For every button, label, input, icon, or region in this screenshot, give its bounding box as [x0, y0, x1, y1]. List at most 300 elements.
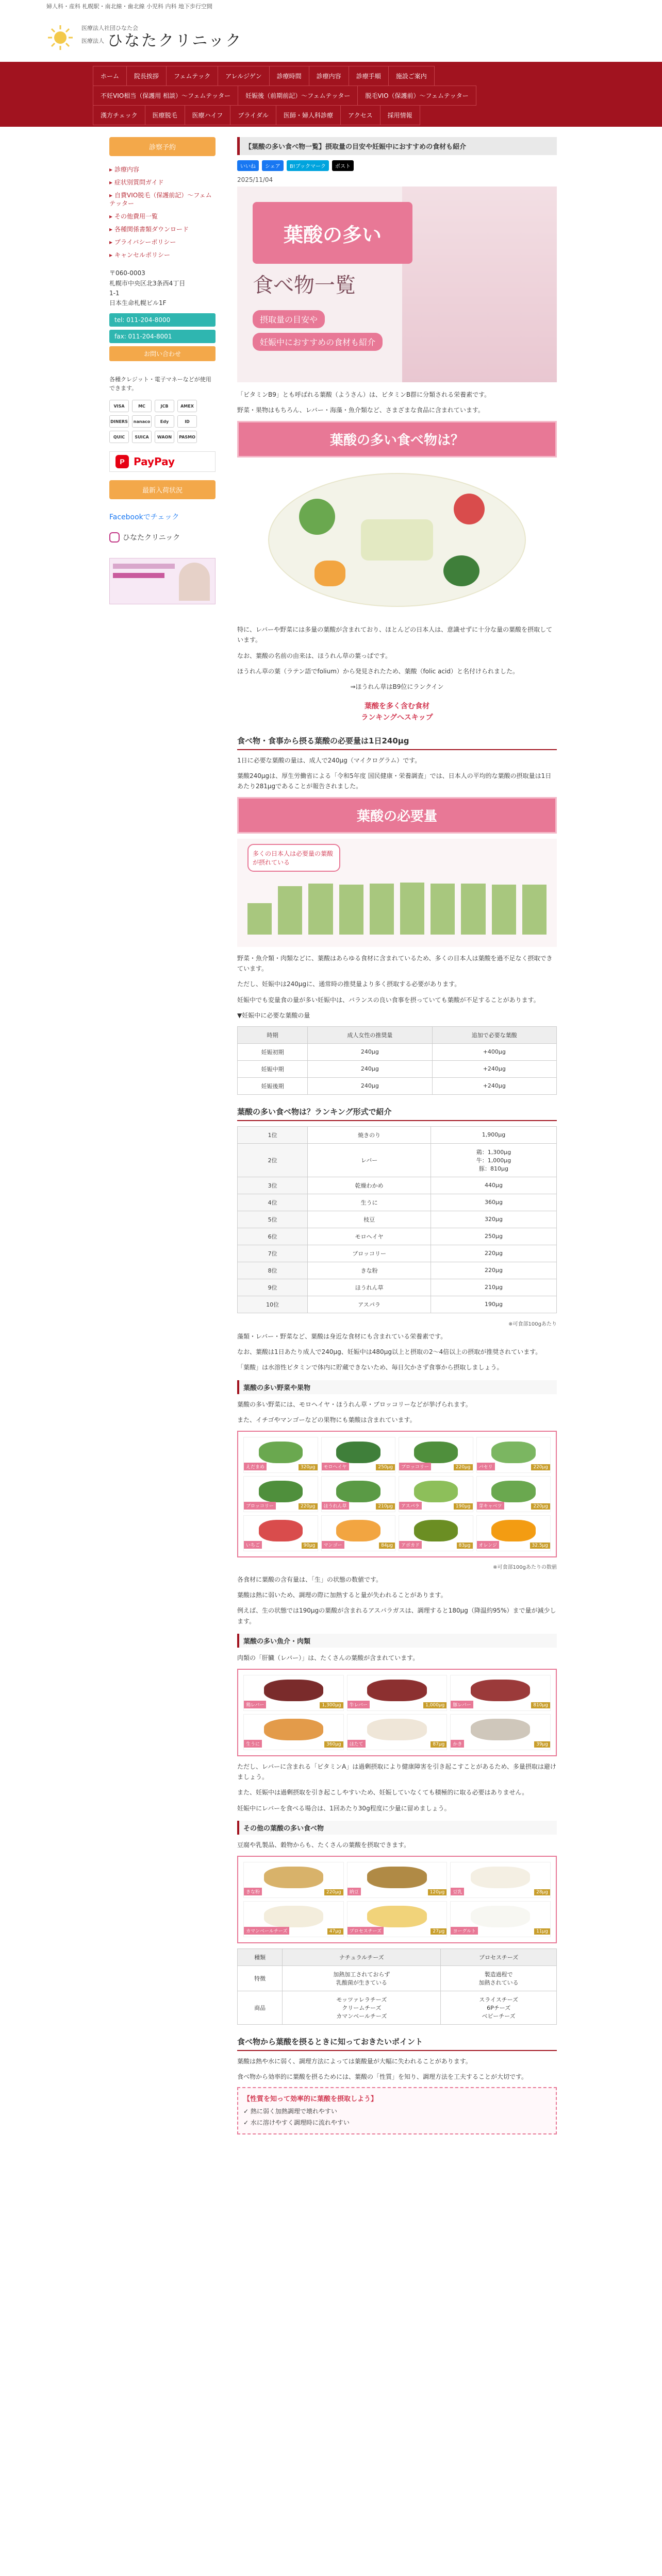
reserve-button[interactable]: 診察予約: [109, 137, 216, 156]
food-name: カマンベールチーズ: [244, 1927, 289, 1935]
food-image: [471, 1867, 531, 1888]
food-amount: 11μg: [534, 1928, 550, 1935]
table-cell: 6位: [238, 1228, 308, 1245]
table-cell: アスパラ: [308, 1296, 431, 1313]
table-row: [238, 1245, 557, 1262]
nav-item[interactable]: 医師・婦人科診療: [276, 105, 341, 125]
chart-title: 葉酸の必要量: [237, 797, 557, 834]
food-item: [399, 1476, 473, 1512]
ranking-link-line2: ランキングへスキップ: [361, 714, 433, 722]
food-image: [264, 1867, 324, 1888]
nav-item[interactable]: 診療手順: [349, 66, 389, 86]
food-amount: 220μg: [324, 1889, 343, 1895]
table-row: [238, 1991, 557, 2024]
table-row: [238, 1177, 557, 1194]
food-item: [476, 1476, 551, 1512]
clinic-org-line1: 医療法人社団ひなた会: [81, 25, 138, 32]
foods-section-title: 葉酸の多い食べ物は？: [237, 421, 557, 457]
payment-card-icon: SUICA: [132, 431, 152, 443]
table-cell: +240μg: [432, 1060, 556, 1077]
sidebar-menu-item[interactable]: ▸ 診療内容: [109, 163, 216, 176]
food-name: アスパラ: [399, 1502, 422, 1510]
amount-p1: 1日に必要な葉酸の量は、成人で240μg（マイクログラム）です。: [237, 756, 421, 764]
rank-after-p3: 「葉酸」は水溶性ビタミンで体内に貯蔵できないため、毎日欠かさず食事から摂取しましょう。: [237, 1364, 503, 1371]
other-grid: [237, 1856, 557, 1943]
food-name: えだまめ: [244, 1463, 267, 1470]
food-amount: 83μg: [457, 1543, 473, 1549]
food-amount: 320μg: [299, 1464, 318, 1470]
food-image: [336, 1442, 380, 1463]
veg-after-p3: 例えば、生の状態では190μgの葉酸が含まれるアスパラガスは、調理すると180μg（降温約95%）まで量が減少します。: [237, 1607, 556, 1625]
clinic-name-block[interactable]: [81, 25, 242, 50]
veg-p1: 葉酸の多い野菜には、モロヘイヤ・ほうれん草・ブロッコリーなどが挙げられます。: [237, 1400, 472, 1408]
table-row: [238, 1965, 557, 1991]
table-cell: きな粉: [308, 1262, 431, 1279]
table-cell: 商品: [238, 1991, 283, 2024]
payment-card-icon: DINERS: [109, 415, 129, 428]
table-cell: 妊娠初期: [238, 1043, 308, 1060]
table-cell: 焼きのり: [308, 1126, 431, 1143]
nav-item[interactable]: フェムテック: [166, 66, 218, 86]
sidebar-menu-item[interactable]: ▸ プライバシーポリシー: [109, 236, 216, 249]
food-image: [491, 1520, 536, 1541]
food-item: [243, 1714, 344, 1750]
table-cell: 240μg: [308, 1043, 432, 1060]
payment-card-icon: Edy: [155, 415, 174, 428]
instagram-label: ひなたクリニック: [123, 534, 180, 543]
food-amount: 1,000μg: [423, 1702, 446, 1708]
table-cell: 7位: [238, 1245, 308, 1262]
table-header-cell: 時期: [238, 1026, 308, 1043]
payment-card-icon: MC: [132, 400, 152, 412]
table-cell: スライスチーズ 6Pチーズ ベビーチーズ: [441, 1991, 557, 2024]
tips-list: [243, 2106, 551, 2128]
top-info-bar: [0, 0, 662, 13]
food-item: [243, 1675, 344, 1711]
after-chart-p1: 野菜・魚介類・肉類などに、葉酸はあらゆる食材に含まれているため、多くの日本人は葉酸を過不足なく摂取できています。: [237, 954, 553, 973]
after-chart-p3: 妊娠中でも変量食の量が多い妊娠中は、バランスの良い食事を摂っていても葉酸が不足することがあります。: [237, 996, 540, 1004]
clinic-name: ひなたクリニック: [107, 31, 243, 50]
table-cell: レバー: [308, 1143, 431, 1177]
foods-illustration: [237, 463, 557, 617]
share-buttons: [237, 160, 557, 171]
food-item: [321, 1476, 396, 1512]
table-row: [238, 1043, 557, 1060]
paypay-icon: [115, 454, 129, 469]
food-name: いちご: [244, 1541, 262, 1549]
payment-cards: [103, 397, 222, 446]
table-cell: 360μg: [431, 1194, 557, 1211]
tips-box: [237, 2087, 557, 2134]
table-cell: 4位: [238, 1194, 308, 1211]
veg-p2: また、イチゴやマンゴーなどの果物にも葉酸は含まれています。: [237, 1416, 416, 1424]
food-name: 豆乳: [451, 1888, 464, 1895]
table-cell: 1位: [238, 1126, 308, 1143]
food-item: [321, 1437, 396, 1473]
table-row: [238, 1262, 557, 1279]
points-p1: 葉酸は熱や水に弱く、調理方法によっては葉酸量が大幅に失われることがあります。: [237, 2057, 472, 2065]
address-line: 札幌市中央区北3条西4丁目: [109, 279, 186, 287]
food-amount: 47μg: [327, 1928, 343, 1935]
food-image: [264, 1680, 324, 1701]
food-name: 納豆: [347, 1888, 361, 1895]
h2-points: 食べ物から葉酸を摂るときに知っておきたいポイント: [237, 2033, 557, 2051]
address-line: 日本生命札幌ビル1F: [109, 299, 167, 307]
payment-card-icon: ID: [177, 415, 197, 428]
food-image: [367, 1680, 427, 1701]
facebook-link[interactable]: [103, 506, 222, 527]
veg-after-p1: 各食材に葉酸の含有量は、「生」の状態の数値です。: [237, 1575, 383, 1583]
nav-item[interactable]: 施設ご案内: [388, 66, 435, 86]
table-cell: ほうれん草: [308, 1279, 431, 1296]
hero-title-box: [253, 202, 412, 264]
body1-p2: なお、葉酸の名前の由来は、ほうれん草の葉っぱです。: [237, 652, 392, 659]
h3-other: その他の葉酸の多い食べ物: [237, 1821, 557, 1835]
food-item: [243, 1437, 318, 1473]
food-name: きな粉: [244, 1888, 262, 1895]
after-chart-p4: ▼妊娠中に必要な葉酸の量: [237, 1012, 310, 1020]
points-p2: 食べ物から効率的に葉酸を摂るためには、葉酸の「性質」を知り、調理方法を工夫することが大切です。: [237, 2073, 528, 2080]
veg-note: ※可食部100gあたりの数値: [493, 1564, 557, 1570]
table-cell: 生うに: [308, 1194, 431, 1211]
table-cell: モッツァレラチーズ クリームチーズ カマンベールチーズ: [283, 1991, 441, 2024]
table-cell: 2位: [238, 1143, 308, 1177]
sidebar-menu: [103, 163, 222, 261]
payment-card-icon: WAON: [155, 431, 174, 443]
food-amount: 32.5μg: [530, 1543, 550, 1549]
meat-after-p2: また、妊娠中は過剰摂取を引き起こしやすいため、妊娠していなくても積極的に取る必要はありません。: [237, 1789, 528, 1797]
food-amount: 250μg: [376, 1464, 395, 1470]
ranking-table: [237, 1126, 557, 1313]
food-image: [367, 1719, 427, 1740]
food-item: [476, 1437, 551, 1473]
food-item: [243, 1901, 344, 1937]
table-cell: 220μg: [431, 1245, 557, 1262]
table-cell: 320μg: [431, 1211, 557, 1228]
food-item: [450, 1862, 551, 1898]
table-cell: ブロッコリー: [308, 1245, 431, 1262]
sidebar: [103, 137, 222, 2140]
meat-p1: 肉類の「肝臓（レバー）」は、たくさんの葉酸が含まれています。: [237, 1654, 419, 1662]
food-image: [471, 1906, 531, 1927]
food-amount: 28μg: [534, 1889, 550, 1895]
sidebar-menu-item[interactable]: ▸ 自費VIO脱毛（保護前記）〜フェムテッター: [109, 189, 216, 211]
food-name: ほたて: [347, 1740, 366, 1748]
food-name: アボカド: [399, 1541, 422, 1549]
tips-box-title: 【性質を知って効率的に葉酸を摂取しよう】: [243, 2095, 378, 2104]
intro-p1: 「ビタミンB9」とも呼ばれる葉酸（ようさん）は、ビタミンB群に分類される栄養素です。: [237, 391, 491, 398]
meat-after-p1: ただし、レバーに含まれる「ビタミンA」は過剰摂取により健康障害を引き起こすことがあるため、多量摂取は避けましょう。: [237, 1762, 556, 1781]
food-amount: 210μg: [376, 1503, 395, 1510]
food-item: [450, 1675, 551, 1711]
table-cell: 加熱加工されておらず 乳酸菌が生きている: [283, 1965, 441, 1991]
food-amount: 27μg: [431, 1928, 446, 1935]
table-cell: 製造過程で 加熱されている: [441, 1965, 557, 1991]
food-image: [259, 1481, 303, 1502]
table-cell: 8位: [238, 1262, 308, 1279]
nav-item[interactable]: 漢方チェック: [93, 105, 145, 125]
instagram-icon: [109, 532, 120, 543]
food-amount: 220μg: [531, 1464, 550, 1470]
table-header-cell: 追加で必要な葉酸: [432, 1026, 556, 1043]
nav-item[interactable]: ブライダル: [230, 105, 276, 125]
table-cell: モロヘイヤ: [308, 1228, 431, 1245]
food-image: [491, 1481, 536, 1502]
food-amount: 810μg: [531, 1702, 550, 1708]
fax-button[interactable]: fax: 011-204-8001: [109, 330, 216, 343]
rank-after-p1: 藻類・レバー・野菜など、葉酸は身近な食材にも含まれている栄養素です。: [237, 1332, 447, 1340]
food-image: [336, 1481, 380, 1502]
sidebar-menu-item[interactable]: ▸ 症状別質問ガイド: [109, 176, 216, 189]
payment-card-icon: JCB: [155, 400, 174, 412]
sidebar-banner-image[interactable]: [109, 558, 216, 604]
table-header-row: [238, 1948, 557, 1965]
rank-after-p2: なお、葉酸は1日あたり成人で240μg、妊娠中は480μg以上と摂取の2〜4倍以上の摂取が推奨されています。: [237, 1348, 542, 1356]
food-name: パセリ: [477, 1463, 495, 1470]
nav-item[interactable]: 診療時間: [269, 66, 309, 86]
food-image: [367, 1906, 427, 1927]
table-cell: 乾燥わかめ: [308, 1177, 431, 1194]
food-image: [259, 1520, 303, 1541]
food-name: ほうれん草: [322, 1502, 349, 1510]
table-header-cell: プロセスチーズ: [441, 1948, 557, 1965]
nav-item[interactable]: アレルジゲン: [218, 66, 269, 86]
share-button[interactable]: いいね: [237, 160, 259, 171]
nav-item[interactable]: 不妊VIO相当（保護用 相談）〜フェムテッター: [93, 86, 238, 106]
food-name: 豚レバー: [451, 1701, 473, 1708]
table-cell: 妊娠中期: [238, 1060, 308, 1077]
paypay-label: PayPay: [134, 455, 175, 468]
hero-woman-image: [402, 187, 557, 382]
sidebar-menu-item[interactable]: ▸ キャンセルポリシー: [109, 249, 216, 262]
food-amount: 220μg: [454, 1464, 473, 1470]
table-cell: 220μg: [431, 1262, 557, 1279]
food-item: [243, 1476, 318, 1512]
intro-p2: 野菜・果物はもちろん、レバー・海藻・魚介類など、さまざまな食品に含まれています。: [237, 406, 484, 414]
food-image: [414, 1442, 458, 1463]
nav-item[interactable]: 院長挨拶: [126, 66, 167, 86]
food-item: [450, 1714, 551, 1750]
share-button[interactable]: ポスト: [332, 160, 354, 171]
table-row: [238, 1077, 557, 1094]
nav-item[interactable]: 医療ハイフ: [185, 105, 231, 125]
table-cell: +240μg: [432, 1077, 556, 1094]
table-header-cell: 成人女性の推奨量: [308, 1026, 432, 1043]
food-item: [476, 1515, 551, 1551]
nav-item[interactable]: 妊娠後（前期前記）〜フェムテッター: [238, 86, 358, 106]
sidebar-menu-item[interactable]: ▸ 各種関係書類ダウンロード: [109, 223, 216, 236]
nav-item[interactable]: 脱毛VIO（保護前）〜フェムテッター: [357, 86, 476, 106]
food-item: [399, 1515, 473, 1551]
table-row: [238, 1228, 557, 1245]
contact-button[interactable]: お問い合わせ: [109, 346, 216, 361]
food-name: モロヘイヤ: [322, 1463, 349, 1470]
ranking-skip-link[interactable]: [237, 701, 557, 724]
tel-button[interactable]: tel: 011-204-8000: [109, 313, 216, 327]
h3-veg: 葉酸の多い野菜や果物: [237, 1380, 557, 1394]
rank-note: ※可食部100gあたり: [508, 1321, 557, 1327]
payment-card-icon: QUIC: [109, 431, 129, 443]
table-cell: 210μg: [431, 1279, 557, 1296]
food-image: [259, 1442, 303, 1463]
share-button[interactable]: シェア: [262, 160, 284, 171]
amount-p2: 葉酸240μgは、厚生労働省による「令和5年度 国民健康・栄養調査」では、日本人の平均的な葉酸の摂取量は1日あたり281μgであることが報告されました。: [237, 772, 552, 790]
food-image: [471, 1719, 531, 1740]
address-line: 1-1: [109, 289, 120, 297]
article-date: 2025/11/04: [237, 176, 273, 183]
meat-grid: [237, 1669, 557, 1756]
veg-after-p2: 葉酸は熱に弱いため、調理の際に加熱すると量が失われることがあります。: [237, 1591, 447, 1599]
table-cell: 190μg: [431, 1296, 557, 1313]
payment-card-icon: nanaco: [132, 415, 152, 428]
food-image: [367, 1867, 427, 1888]
facebook-label: Facebookでチェック: [109, 513, 179, 522]
svg-text:P: P: [120, 457, 125, 466]
table-cell: 3位: [238, 1177, 308, 1194]
food-amount: 220μg: [299, 1503, 318, 1510]
payment-card-icon: AMEX: [177, 400, 197, 412]
food-item: [243, 1515, 318, 1551]
article-title: 【葉酸の多い食べ物一覧】摂取量の目安や妊娠中におすすめの食材も紹介: [237, 137, 557, 155]
food-amount: 220μg: [531, 1503, 550, 1510]
food-amount: 360μg: [324, 1741, 343, 1748]
food-name: マンゴー: [322, 1541, 344, 1549]
food-name: かき: [451, 1740, 464, 1748]
table-header-cell: 種類: [238, 1948, 283, 1965]
sns-button[interactable]: 最新入荷状況: [109, 480, 216, 499]
h3-meat: 葉酸の多い魚介・肉類: [237, 1634, 557, 1648]
food-name: プロセスチーズ: [347, 1927, 384, 1935]
food-name: ヨーグルト: [451, 1927, 478, 1935]
hero-badge1: 摂取量の目安や: [253, 310, 325, 328]
food-amount: 39μg: [534, 1741, 550, 1748]
clinic-address: [103, 261, 222, 310]
food-item: [321, 1515, 396, 1551]
site-header: [0, 13, 662, 62]
food-image: [414, 1481, 458, 1502]
food-item: [347, 1675, 448, 1711]
content-layout: [0, 127, 662, 2140]
food-image: [336, 1520, 380, 1541]
after-chart-p2: ただし、妊娠中は240μgに、通常時の推奨量より多く摂取する必要があります。: [237, 980, 461, 988]
table-cell: 妊娠後期: [238, 1077, 308, 1094]
table-cell: 9位: [238, 1279, 308, 1296]
food-name: 生うに: [244, 1740, 262, 1748]
body1-p1: 特に、レバーや野菜には多量の葉酸が含まれており、ほとんどの日本人は、意識せずに十分な量の葉酸を摂取しています。: [237, 625, 553, 644]
table-cell: +400μg: [432, 1043, 556, 1060]
global-nav: [0, 62, 662, 127]
payment-card-icon: VISA: [109, 400, 129, 412]
food-amount: 1,300μg: [320, 1702, 343, 1708]
nav-item[interactable]: 診療内容: [309, 66, 349, 86]
h2-amount: 食べ物・食事から摂る葉酸の必要量は1日240μg: [237, 732, 557, 750]
table-cell: 1,900μg: [431, 1126, 557, 1143]
hero-badge2: 妊娠中におすすめの食材も紹介: [253, 333, 383, 351]
chart-bubble: 多くの日本人は必要量の葉酸が摂れている: [247, 844, 340, 872]
paypay-logo: [109, 451, 216, 472]
nav-item[interactable]: ホーム: [93, 66, 127, 86]
top-info-text: 婦人科・産科 札幌駅・南北線・歯北線 小児科 内科 地下歩行空間: [46, 3, 212, 10]
payment-text: 各種クレジット・電子マネーなどが使用できます。: [109, 376, 211, 392]
clinic-org-line2: 医療法人: [81, 38, 104, 44]
hero-title-line2: 食べ物一覧: [253, 274, 356, 297]
food-amount: 90μg: [302, 1543, 318, 1549]
veg-grid: [237, 1431, 557, 1557]
table-cell: 10位: [238, 1296, 308, 1313]
food-image: [491, 1442, 536, 1463]
tips-item: ✓ 熱に弱く加熱調理で壊れやすい: [243, 2108, 337, 2115]
food-name: 牛レバー: [347, 1701, 370, 1708]
clinic-logo-icon[interactable]: [46, 24, 74, 52]
food-amount: 87μg: [431, 1741, 446, 1748]
table-header-row: [238, 1026, 557, 1043]
nav-row: [93, 66, 476, 125]
chart-image: [237, 839, 557, 947]
cheese-table: [237, 1948, 557, 2025]
table-row: [238, 1143, 557, 1177]
food-item: [347, 1901, 448, 1937]
table-cell: 枝豆: [308, 1211, 431, 1228]
table-row: [238, 1296, 557, 1313]
other-p1: 豆腐や乳製品、穀物からも、たくさんの葉酸を摂取できます。: [237, 1841, 410, 1849]
food-image: [471, 1680, 531, 1701]
instagram-link[interactable]: [103, 527, 222, 548]
table-header-cell: ナチュラルチーズ: [283, 1948, 441, 1965]
food-item: [243, 1862, 344, 1898]
table-row: [238, 1211, 557, 1228]
food-item: [347, 1862, 448, 1898]
table-row: [238, 1194, 557, 1211]
nav-item[interactable]: アクセス: [340, 105, 380, 125]
table-row: [238, 1126, 557, 1143]
food-amount: 84μg: [379, 1543, 395, 1549]
hero-image: [237, 187, 557, 382]
hero-title-line1: 葉酸の多い: [283, 223, 382, 246]
food-image: [264, 1906, 324, 1927]
food-item: [399, 1437, 473, 1473]
food-amount: 120μg: [428, 1889, 447, 1895]
pregnancy-table: [237, 1026, 557, 1095]
share-button[interactable]: B!ブックマーク: [287, 160, 329, 171]
food-name: 鶏レバー: [244, 1701, 266, 1708]
table-cell: 鶏：1,300μg 牛：1,000μg 豚：810μg: [431, 1143, 557, 1177]
food-name: 芽キャベツ: [477, 1502, 504, 1510]
food-item: [450, 1901, 551, 1937]
food-name: ブロッコリー: [244, 1502, 276, 1510]
meat-after-p3: 妊娠中にレバーを食べる場合は、1回あたり30g程度に少量に留めましょう。: [237, 1804, 451, 1812]
h2-ranking: 葉酸の多い食べ物は？ランキング形式で紹介: [237, 1103, 557, 1121]
table-row: [238, 1279, 557, 1296]
body1-p4: ⇒ほうれん草はB9位にランクイン: [350, 683, 444, 691]
address-line: 〒060-0003: [109, 269, 145, 277]
food-item: [347, 1714, 448, 1750]
food-image: [414, 1520, 458, 1541]
nav-item[interactable]: 採用情報: [380, 105, 420, 125]
table-cell: 特徴: [238, 1965, 283, 1991]
food-name: オレンジ: [477, 1541, 500, 1549]
food-amount: 190μg: [454, 1503, 473, 1510]
article: [237, 137, 557, 2140]
sidebar-menu-item[interactable]: ▸ その他費用一覧: [109, 210, 216, 223]
table-cell: 440μg: [431, 1177, 557, 1194]
nav-item[interactable]: 医療脱毛: [145, 105, 185, 125]
ranking-link-line1: 葉酸を多く含む食材: [365, 702, 429, 710]
table-cell: 240μg: [308, 1077, 432, 1094]
table-cell: 240μg: [308, 1060, 432, 1077]
table-cell: 5位: [238, 1211, 308, 1228]
body1-p3: ほうれん草の葉（ラテン語でfolium）から発見されたため、葉酸（folic acid）と名付けられました。: [237, 667, 519, 675]
table-row: [238, 1060, 557, 1077]
